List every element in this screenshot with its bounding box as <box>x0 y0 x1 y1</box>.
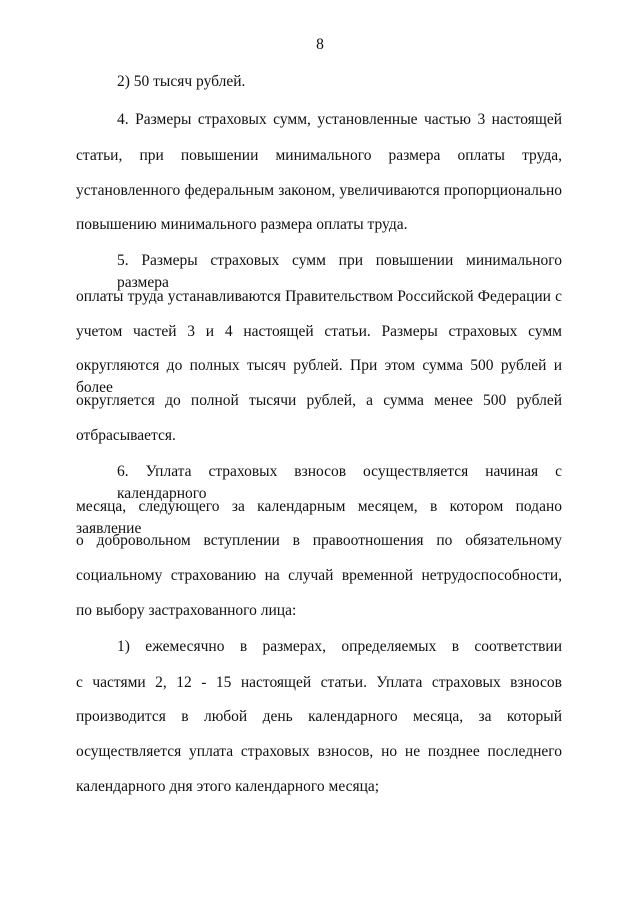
text-line-para5-3: учетом частей 3 и 4 настоящей статьи. Размеры страховых сумм <box>76 323 562 340</box>
text-line-para4-4: повышению минимального размера оплаты труда. <box>76 216 408 233</box>
text-line-para6-2: месяца, следующего за календарным месяцем, в котором подано заявление <box>76 498 562 537</box>
text-line-item1-5: календарного дня этого календарного месяца; <box>76 778 380 795</box>
text-line-para5-4: округляются до полных тысяч рублей. При этом сумма 500 рублей и более <box>76 357 562 396</box>
text-line-para5-1: 5. Размеры страховых сумм при повышении минимального размера <box>117 252 562 291</box>
text-line-para6-4: социальному страхованию на случай временной нетрудоспособности, <box>76 567 562 584</box>
text-line-para4-1: 4. Размеры страховых сумм, установленные частью 3 настоящей <box>117 111 562 128</box>
text-line-para5-6: отбрасывается. <box>76 427 176 444</box>
text-line-item-2: 2) 50 тысяч рублей. <box>117 73 246 90</box>
text-line-para5-2: оплаты труда устанавливаются Правительством Российской Федерации с <box>76 288 562 305</box>
text-line-para6-5: по выбору застрахованного лица: <box>76 602 297 619</box>
page-number: 8 <box>316 36 324 53</box>
text-line-para4-3: установленного федеральным законом, увеличиваются пропорционально <box>76 182 562 199</box>
text-line-item1-2: с частями 2, 12 - 15 настоящей статьи. Уплата страховых взносов <box>76 674 562 691</box>
text-line-para5-5: округляется до полной тысячи рублей, а сумма менее 500 рублей <box>76 392 562 409</box>
text-line-para6-3: о добровольном вступлении в правоотношения по обязательному <box>76 532 562 549</box>
text-line-para4-2: статьи, при повышении минимального размера оплаты труда, <box>76 147 562 164</box>
text-line-item1-1: 1) ежемесячно в размерах, определяемых в соответствии <box>117 638 562 655</box>
text-line-item1-3: производится в любой день календарного месяца, за который <box>76 708 562 725</box>
text-line-para6-1: 6. Уплата страховых взносов осуществляется начиная с календарного <box>117 463 562 502</box>
text-line-item1-4: осуществляется уплата страховых взносов, но не позднее последнего <box>76 743 562 760</box>
